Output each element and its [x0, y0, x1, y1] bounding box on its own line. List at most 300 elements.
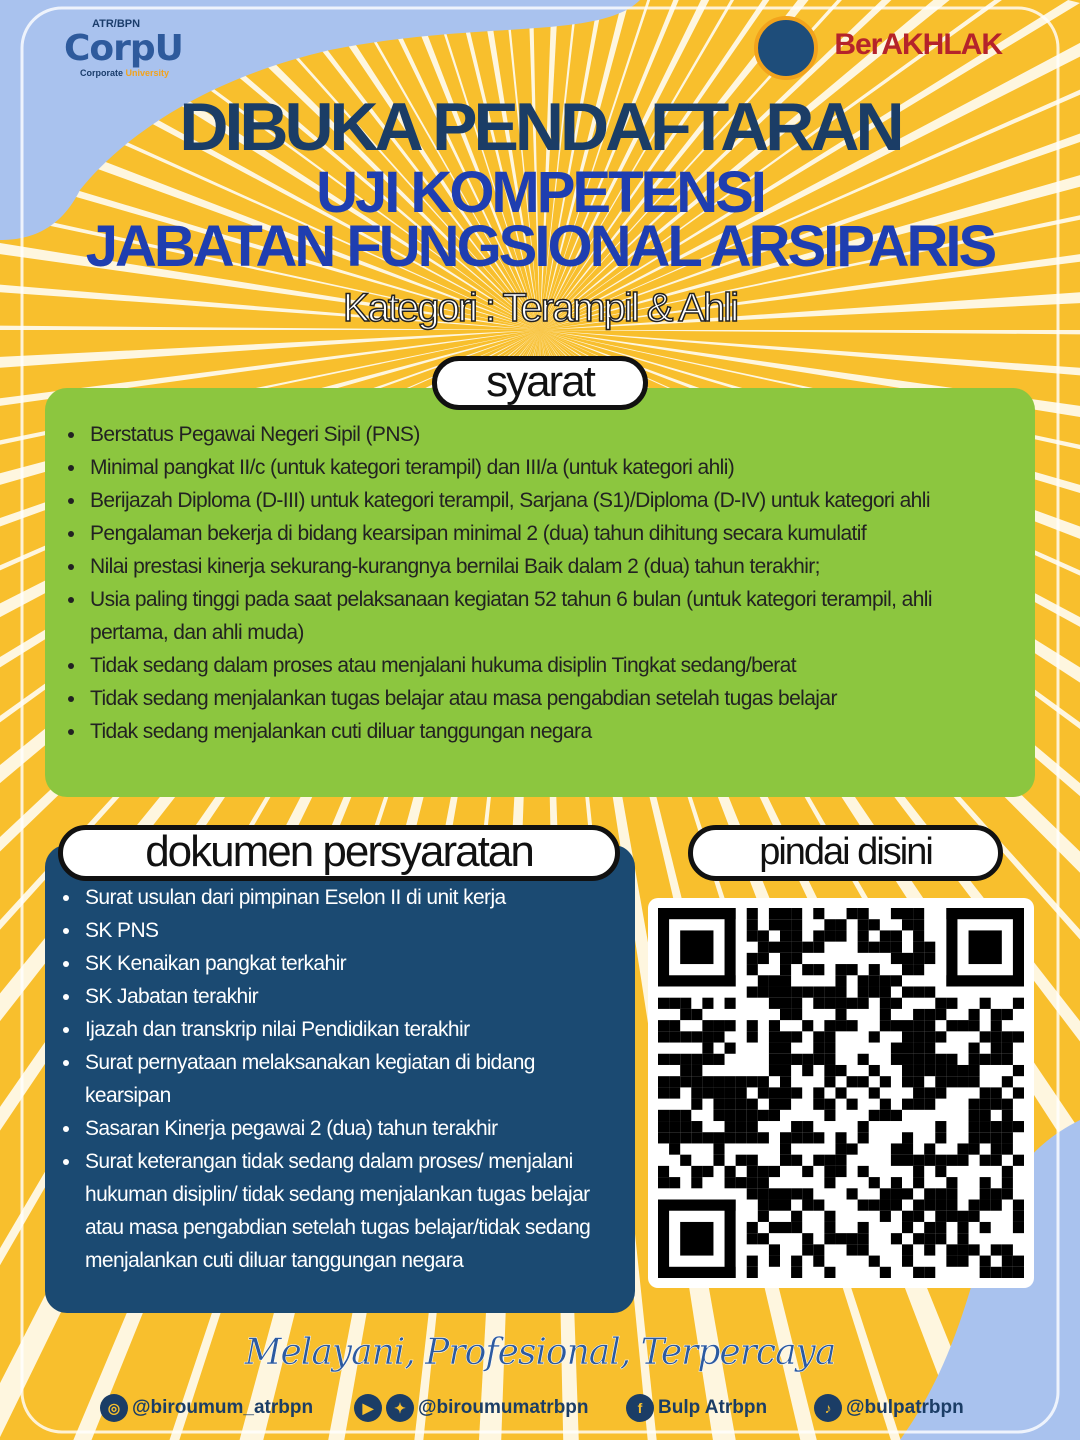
qr-module	[725, 1200, 736, 1278]
qr-module	[802, 1244, 813, 1255]
qr-module	[847, 998, 858, 1009]
qr-module	[824, 1065, 835, 1076]
qr-module	[924, 942, 935, 953]
qr-module	[858, 930, 869, 941]
qr-module	[924, 1054, 935, 1065]
qr-module	[913, 1200, 924, 1211]
qr-module	[835, 1020, 846, 1031]
qr-module	[935, 1087, 946, 1098]
qr-module	[957, 1020, 968, 1031]
qr-module	[991, 1009, 1002, 1020]
qr-module	[691, 1099, 702, 1110]
qr-module	[1002, 1188, 1013, 1199]
qr-module	[969, 1110, 980, 1121]
syarat-heading: syarat	[432, 356, 648, 410]
qr-module	[858, 975, 869, 986]
qr-module	[780, 998, 791, 1009]
social-youtube-twitter[interactable]: ▶ ✦ @biroumumatrbpn	[354, 1394, 589, 1422]
qr-module	[758, 986, 769, 997]
qr-module	[691, 1031, 702, 1042]
qr-module	[924, 986, 935, 997]
qr-module	[835, 1132, 846, 1143]
syarat-panel	[45, 388, 1035, 797]
qr-module	[780, 1155, 791, 1166]
qr-module	[691, 1087, 702, 1098]
qr-module	[891, 975, 902, 986]
qr-module	[991, 1121, 1002, 1132]
qr-module	[691, 1076, 702, 1087]
qr-module	[880, 1110, 891, 1121]
qr-module	[802, 1054, 813, 1065]
qr-module	[891, 1188, 902, 1199]
qr-module	[680, 1065, 691, 1076]
qr-module	[835, 1065, 846, 1076]
qr-module	[847, 1076, 858, 1087]
qr-module	[891, 953, 902, 964]
qr-module	[725, 1076, 736, 1087]
qr-module	[813, 964, 824, 975]
facebook-icon: f	[626, 1394, 654, 1422]
list-item: Berstatus Pegawai Negeri Sipil (PNS)	[90, 418, 1015, 451]
qr-module	[802, 1200, 813, 1211]
qr-module	[769, 919, 780, 930]
qr-module	[780, 1132, 791, 1143]
qr-module	[869, 986, 880, 997]
qr-module	[691, 1166, 702, 1177]
qr-module	[1002, 1256, 1013, 1267]
qr-module	[780, 942, 791, 953]
qr-module	[902, 1211, 913, 1222]
qr-module	[813, 908, 824, 919]
qr-module	[802, 1121, 813, 1132]
qr-module	[969, 1244, 980, 1255]
qr-module	[824, 1031, 835, 1042]
qr-module	[824, 1099, 835, 1110]
qr-module	[669, 998, 680, 1009]
qr-module	[935, 1031, 946, 1042]
qr-module	[813, 1031, 824, 1042]
qr-module	[725, 1043, 736, 1054]
qr-module	[747, 1132, 758, 1143]
qr-module	[702, 998, 713, 1009]
qr-module	[858, 1132, 869, 1143]
social-facebook[interactable]: f Bulp Atrbpn	[626, 1394, 767, 1422]
qr-module	[769, 975, 780, 986]
qr-module	[758, 1132, 769, 1143]
qr-module	[658, 1110, 669, 1121]
qr-module	[747, 1121, 758, 1132]
qr-module	[725, 998, 736, 1009]
qr-module	[813, 1054, 824, 1065]
qr-module	[880, 1200, 891, 1211]
qr-module	[780, 908, 791, 919]
qr-module	[736, 1087, 747, 1098]
qr-module	[747, 1256, 758, 1267]
qr-module	[769, 908, 780, 919]
qr-module	[813, 1099, 824, 1110]
qr-module	[891, 942, 902, 953]
qr-module	[658, 1054, 669, 1065]
qr-module	[869, 1110, 880, 1121]
qr-module	[769, 1099, 780, 1110]
qr-module	[847, 1188, 858, 1199]
qr-module	[713, 1087, 724, 1098]
qr-module	[858, 1121, 869, 1132]
qr-module	[1002, 1009, 1013, 1020]
qr-module	[1013, 998, 1024, 1009]
qr-module	[935, 1155, 946, 1166]
qr-module	[991, 1143, 1002, 1154]
qr-module	[935, 1166, 946, 1177]
qr-module	[969, 1043, 980, 1054]
syarat-list	[90, 418, 1015, 748]
qr-module	[791, 1188, 802, 1199]
qr-heading: pindai disini	[688, 825, 1003, 881]
qr-module	[702, 1054, 713, 1065]
qr-module	[713, 1020, 724, 1031]
qr-module	[835, 986, 846, 997]
qr-module	[780, 919, 791, 930]
qr-module	[946, 1020, 957, 1031]
qr-module	[824, 1211, 835, 1222]
qr-module	[847, 1244, 858, 1255]
qr-module	[913, 1177, 924, 1188]
qr-module	[758, 1188, 769, 1199]
qr-module	[758, 1200, 769, 1211]
qr-module	[913, 942, 924, 953]
qr-module	[791, 942, 802, 953]
qr-module	[935, 1222, 946, 1233]
qr-module	[935, 1054, 946, 1065]
qr-module	[924, 1020, 935, 1031]
qr-module	[769, 1065, 780, 1076]
qr-module	[669, 1132, 680, 1143]
qr-module	[835, 1009, 846, 1020]
qr-module	[769, 1031, 780, 1042]
qr-module	[658, 1121, 669, 1132]
qr-module	[858, 1222, 869, 1233]
qr-module	[991, 1200, 1002, 1211]
qr-module	[824, 930, 835, 941]
qr-module	[980, 1256, 991, 1267]
qr-module	[824, 1043, 835, 1054]
qr-module	[791, 998, 802, 1009]
qr-module	[747, 1188, 758, 1199]
qr-module	[902, 1132, 913, 1143]
qr-module	[780, 975, 791, 986]
qr-module	[747, 953, 758, 964]
qr-module	[1002, 1110, 1013, 1121]
qr-module	[780, 1031, 791, 1042]
qr-module	[880, 1267, 891, 1278]
qr-module	[713, 1099, 724, 1110]
qr-module	[946, 1244, 957, 1255]
qr-module	[980, 1188, 991, 1199]
list-item: Berijazah Diploma (D-III) untuk kategori terampil, Sarjana (S1)/Diploma (D-IV) untuk kategori ahli	[90, 484, 1015, 517]
qr-module	[902, 1222, 913, 1233]
qr-module	[902, 1076, 913, 1087]
qr-module	[847, 1020, 858, 1031]
qr-module	[1002, 1143, 1013, 1154]
qr-module	[880, 942, 891, 953]
qr-module	[924, 1267, 935, 1278]
qr-module	[780, 986, 791, 997]
qr-module	[725, 1020, 736, 1031]
qr-module	[824, 1110, 835, 1121]
qr-module	[758, 930, 769, 941]
tiktok-icon: ♪	[814, 1394, 842, 1422]
list-item: Pengalaman bekerja di bidang kearsipan minimal 2 (dua) tahun dihitung secara kumulatif	[90, 517, 1015, 550]
qr-module	[847, 964, 858, 975]
list-item: SK PNS	[85, 914, 625, 947]
qr-module	[736, 1132, 747, 1143]
qr-module	[713, 1054, 724, 1065]
qr-module	[713, 1132, 724, 1143]
qr-module	[813, 998, 824, 1009]
qr-module	[858, 1244, 869, 1255]
qr-module	[680, 1031, 691, 1042]
qr-module	[946, 1177, 957, 1188]
qr-module	[969, 1143, 980, 1154]
qr-module	[824, 986, 835, 997]
qr-module	[658, 998, 669, 1009]
qr-module	[758, 1076, 769, 1087]
qr-module	[736, 1121, 747, 1132]
qr-module	[902, 1065, 913, 1076]
qr-module	[969, 1099, 980, 1110]
qr-module	[725, 1110, 736, 1121]
qr-module	[880, 1099, 891, 1110]
qr-module	[747, 964, 758, 975]
qr-module	[891, 930, 902, 941]
qr-module	[924, 1065, 935, 1076]
qr-module	[769, 1222, 780, 1233]
qr-module	[669, 1031, 680, 1042]
qr-module	[991, 1020, 1002, 1031]
qr-module	[680, 1054, 691, 1065]
qr-module	[991, 1099, 1002, 1110]
qr-module	[913, 1211, 924, 1222]
qr-module	[913, 1267, 924, 1278]
qr-module	[780, 964, 791, 975]
qr-module	[791, 1031, 802, 1042]
qr-module	[725, 1132, 736, 1143]
twitter-icon: ✦	[386, 1394, 414, 1422]
qr-module	[813, 1256, 824, 1267]
qr-module	[758, 942, 769, 953]
qr-module	[858, 1076, 869, 1087]
list-item: SK Jabatan terakhir	[85, 980, 625, 1013]
qr-module	[991, 1031, 1002, 1042]
qr-module	[869, 942, 880, 953]
qr-module	[780, 953, 791, 964]
qr-module	[891, 1233, 902, 1244]
qr-module	[691, 1121, 702, 1132]
qr-module	[991, 1132, 1002, 1143]
qr-module	[780, 1200, 791, 1211]
qr-module	[658, 1200, 669, 1278]
qr-module	[725, 1177, 736, 1188]
qr-module	[946, 1188, 957, 1199]
qr-module	[991, 1188, 1002, 1199]
qr-module	[791, 930, 802, 941]
qr-module	[891, 1143, 902, 1154]
qr-module	[736, 1099, 747, 1110]
qr-module	[869, 1031, 880, 1042]
qr-module	[1002, 1121, 1013, 1132]
qr-module	[802, 1132, 813, 1143]
subtitle: UJI KOMPETENSI JABATAN FUNGSIONAL ARSIPARIS	[85, 160, 995, 279]
qr-module	[713, 1076, 724, 1087]
qr-module	[835, 975, 846, 986]
qr-module	[946, 1200, 957, 1211]
qr-module	[946, 975, 1024, 986]
qr-module	[913, 1166, 924, 1177]
qr-module	[658, 1166, 669, 1177]
qr-module	[802, 1166, 813, 1177]
qr-module	[980, 998, 991, 1009]
qr-module	[969, 1009, 980, 1020]
qr-module	[780, 1065, 791, 1076]
qr-module	[913, 953, 924, 964]
qr-module	[924, 1031, 935, 1042]
qr-module	[680, 930, 713, 964]
qr-module	[747, 1267, 758, 1278]
qr-module	[946, 998, 957, 1009]
qr-module	[847, 1143, 858, 1154]
qr-module	[902, 1256, 913, 1267]
qr-module	[658, 1087, 669, 1098]
qr-module	[769, 1244, 780, 1255]
qr-module	[969, 1054, 980, 1065]
qr-module	[957, 1211, 968, 1222]
qr-module	[869, 1065, 880, 1076]
qr-module	[991, 1244, 1002, 1255]
qr-module	[902, 919, 913, 930]
list-item: Minimal pangkat II/c (untuk kategori terampil) dan III/a (untuk kategori ahli)	[90, 451, 1015, 484]
qr-module	[791, 1121, 802, 1132]
qr-module	[946, 1054, 957, 1065]
qr-module	[880, 1020, 891, 1031]
qr-module	[747, 1110, 758, 1121]
qr-module	[802, 1233, 813, 1244]
qr-module	[658, 1200, 736, 1211]
qr-module	[924, 1244, 935, 1255]
qr-module	[924, 1222, 935, 1233]
corpu-logo: ATR/BPN CorpU Corporate University	[64, 18, 183, 78]
qr-module	[957, 1065, 968, 1076]
list-item: Tidak sedang menjalankan cuti diluar tanggungan negara	[90, 715, 1015, 748]
qr-module	[713, 1031, 724, 1042]
qr-module	[702, 1020, 713, 1031]
qr-module	[1013, 1121, 1024, 1132]
instagram-icon: ◎	[100, 1394, 128, 1422]
qr-module	[758, 1166, 769, 1177]
qr-module	[813, 1244, 824, 1255]
list-item: SK Kenaikan pangkat terkahir	[85, 947, 625, 980]
qr-module	[680, 1076, 691, 1087]
qr-module	[835, 964, 846, 975]
qr-module	[858, 1054, 869, 1065]
qr-module	[769, 1200, 780, 1211]
qr-module	[1013, 1211, 1024, 1222]
youtube-icon: ▶	[354, 1394, 382, 1422]
qr-module	[980, 1031, 991, 1042]
qr-module	[980, 1155, 991, 1166]
qr-module	[891, 1054, 902, 1065]
qr-module	[913, 964, 924, 975]
social-instagram[interactable]: ◎ @biroumum_atrbpn	[100, 1394, 313, 1422]
qr-module	[791, 1132, 802, 1143]
qr-module	[780, 1054, 791, 1065]
qr-module	[924, 1143, 935, 1154]
qr-module	[935, 1233, 946, 1244]
qr-module	[1013, 1256, 1024, 1267]
qr-module	[791, 908, 802, 919]
qr-module	[813, 1200, 824, 1211]
qr-module	[880, 986, 891, 997]
qr-module	[669, 1121, 680, 1132]
qr-module	[924, 1087, 935, 1098]
qr-module	[935, 1076, 946, 1087]
dokumen-panel	[45, 845, 635, 1313]
qr-code[interactable]	[648, 898, 1034, 1288]
qr-module	[791, 1267, 802, 1278]
qr-module	[780, 1143, 791, 1154]
qr-module	[858, 998, 869, 1009]
qr-module	[913, 1087, 924, 1098]
qr-module	[769, 1110, 780, 1121]
qr-module	[891, 1177, 902, 1188]
qr-module	[780, 1087, 791, 1098]
qr-module	[691, 1009, 702, 1020]
qr-module	[991, 1054, 1002, 1065]
qr-module	[913, 1054, 924, 1065]
qr-module	[680, 1155, 691, 1166]
qr-module	[1013, 1065, 1024, 1076]
qr-module	[669, 1143, 680, 1154]
qr-module	[847, 1233, 858, 1244]
qr-module	[913, 1155, 924, 1166]
qr-module	[802, 964, 813, 975]
qr-module	[680, 998, 691, 1009]
qr-module	[946, 1155, 957, 1166]
qr-module	[913, 1009, 924, 1020]
qr-module	[702, 1031, 713, 1042]
qr-module	[991, 1087, 1002, 1098]
qr-module	[791, 1054, 802, 1065]
qr-module	[713, 1110, 724, 1121]
qr-module	[913, 1065, 924, 1076]
qr-module	[913, 1076, 924, 1087]
qr-module	[1002, 1099, 1013, 1110]
social-tiktok[interactable]: ♪ @bulpatrbpn	[814, 1394, 964, 1422]
qr-module	[1002, 1177, 1013, 1188]
qr-module	[758, 1177, 769, 1188]
qr-module	[858, 1200, 869, 1211]
qr-module	[891, 1155, 902, 1166]
qr-module	[813, 930, 824, 941]
qr-module	[835, 1233, 846, 1244]
qr-module	[924, 953, 935, 964]
qr-module	[902, 986, 913, 997]
qr-module	[847, 1099, 858, 1110]
qr-module	[791, 986, 802, 997]
qr-module	[924, 1188, 935, 1199]
qr-module	[913, 930, 924, 941]
qr-module	[946, 1256, 957, 1267]
qr-module	[769, 1054, 780, 1065]
